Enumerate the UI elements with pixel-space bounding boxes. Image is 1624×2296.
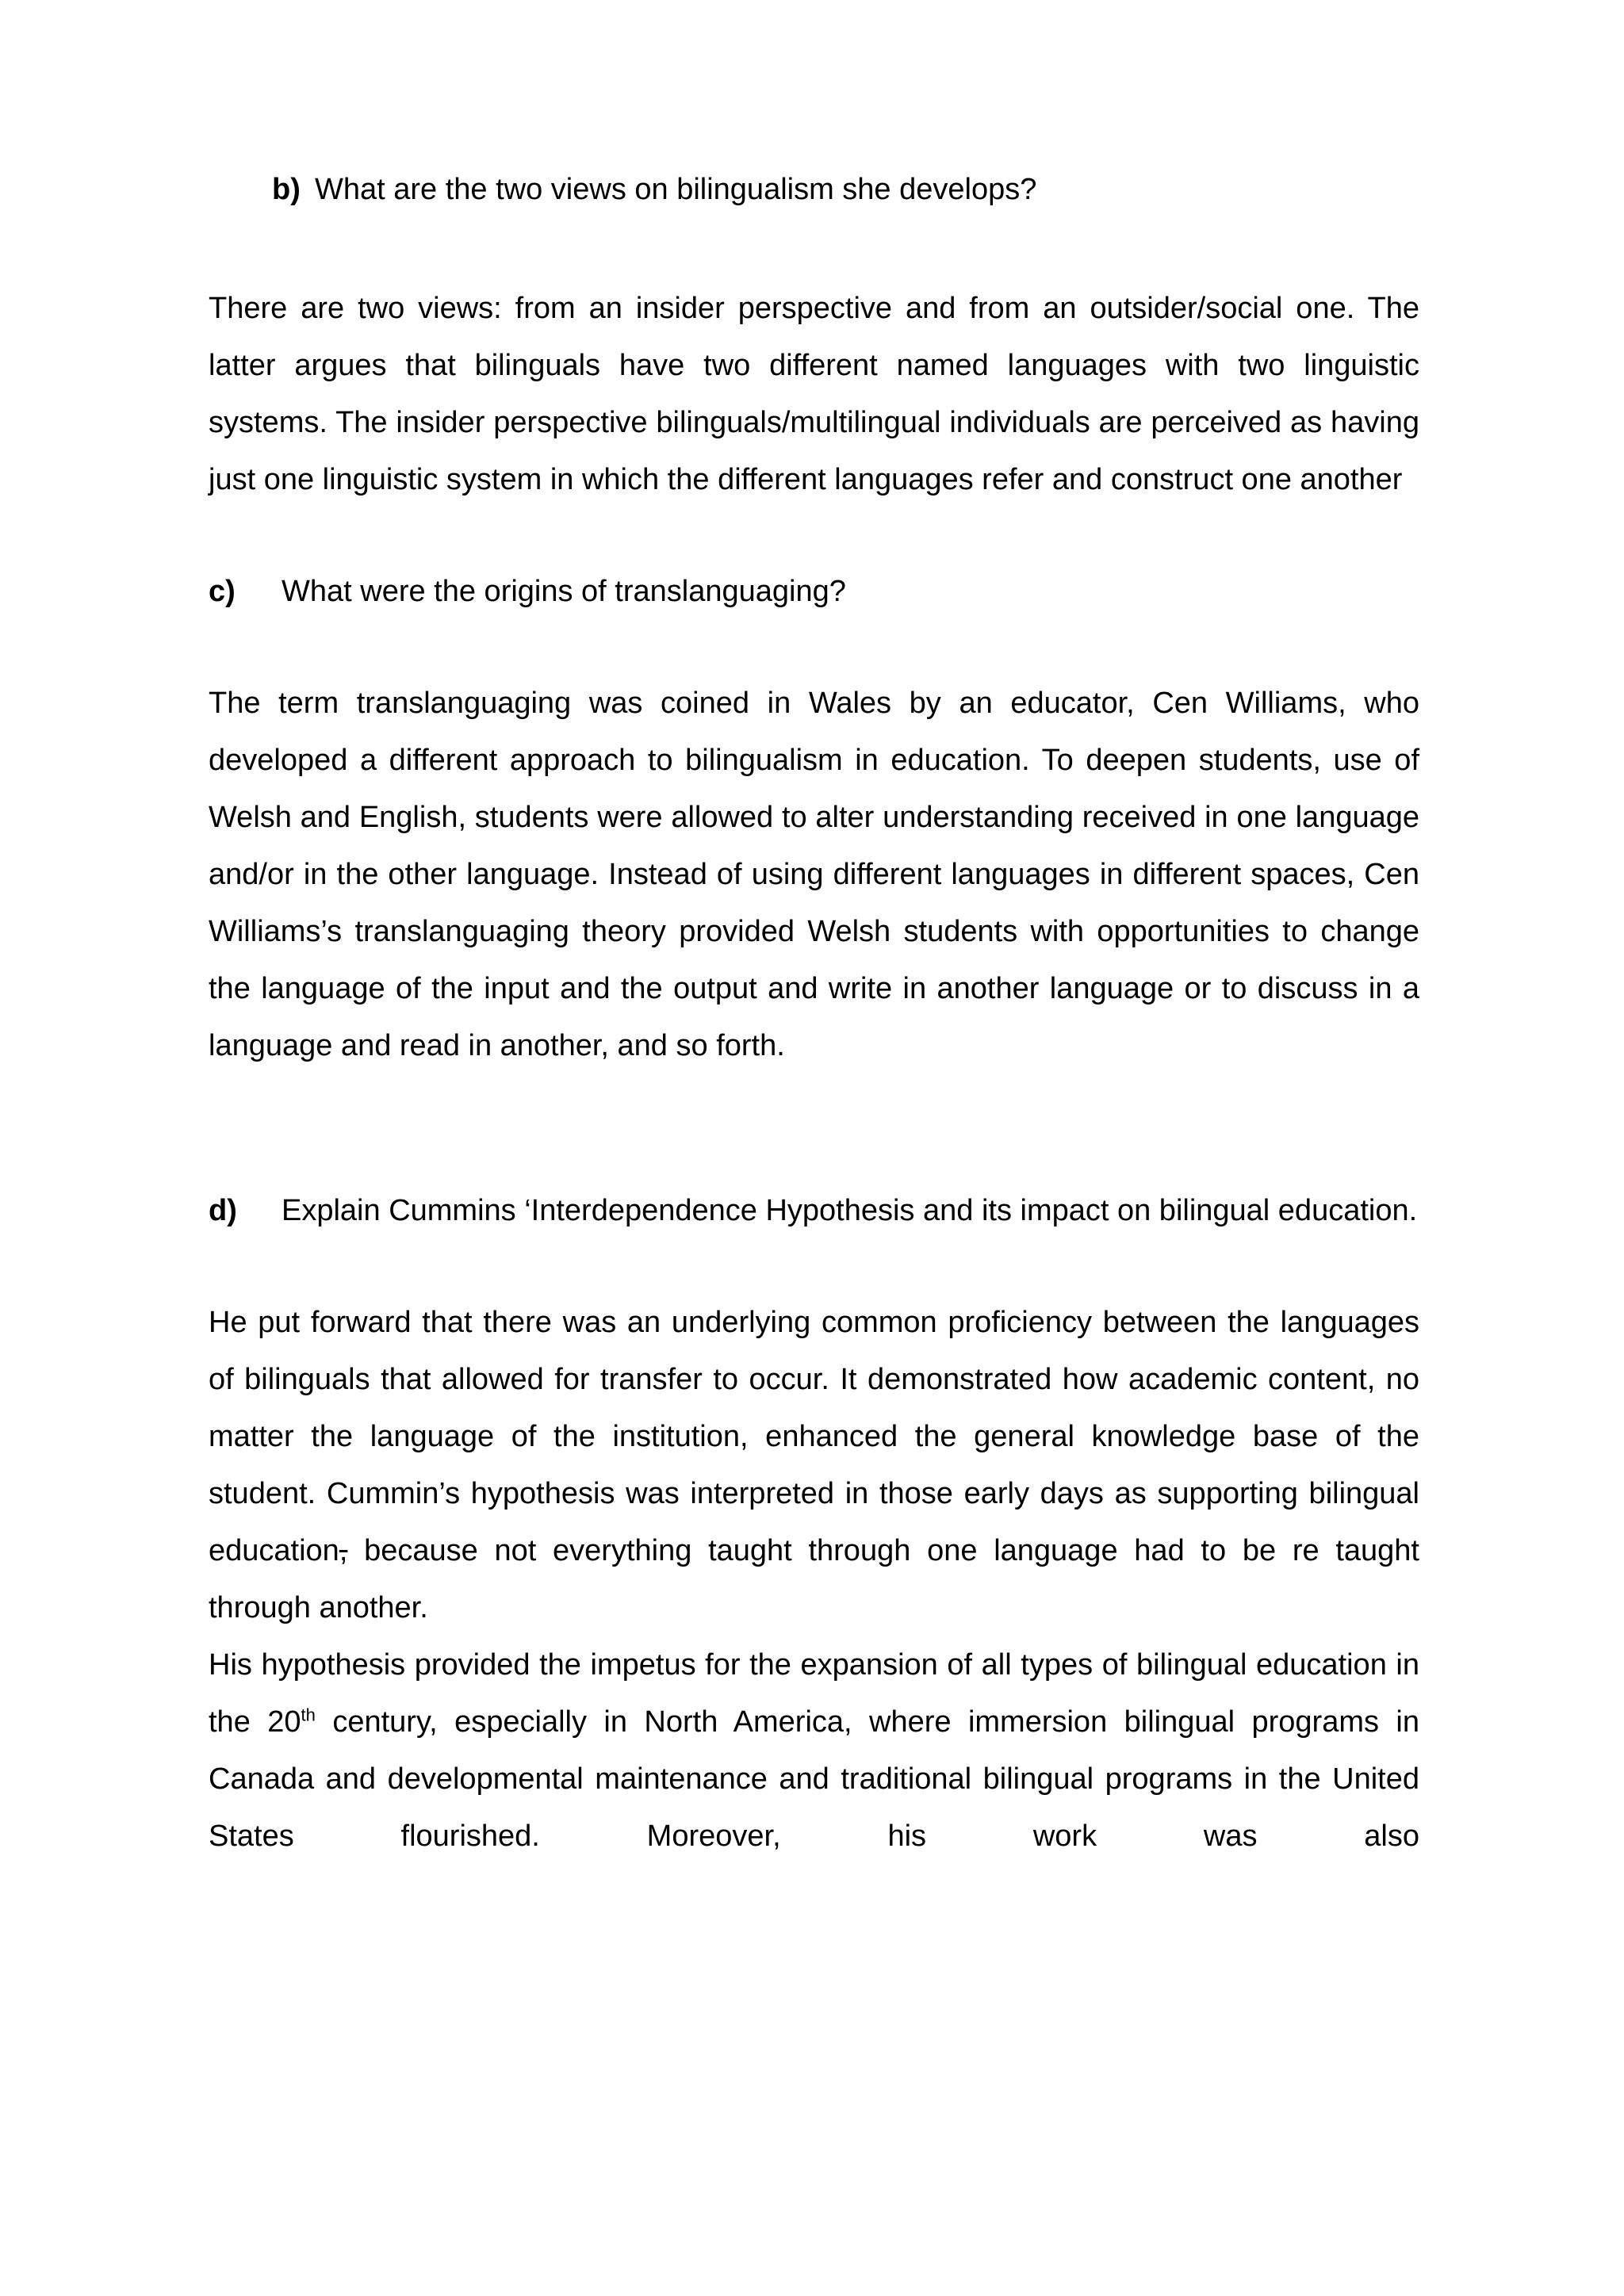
ordinal-superscript: th [301,1705,316,1725]
question-d-text: Explain Cummins ‘Interdependence Hypothesis and its impact on bilingual education. [282,1194,1418,1227]
answer-d1-text-before: He put forward that there was an underlying common proficiency between the languages of bilinguals that allowed for transfer to occur. It demonstrated how academic content, no matter the language of the institution, enhanced the general knowledge base of the student. Cummin’s hypothesis was interpreted in those early days as supporting bilingual education [209,1306,1419,1567]
answer-c-text: The term translanguaging was coined in Wales by an educator, Cen Williams, who developed a different approach to bilingualism in education. To deepen students, use of Welsh and English, students were allowed to alter understanding received in one language and/or in the other language. Instead of using different languages in different spaces, Cen Williams’s translanguaging theory provided Welsh students with opportunities to change the language of the input and the output and write in another language or to discuss in a language and read in another, and so forth. [209,687,1419,1062]
question-c [209,563,1419,620]
question-b-label: b) [272,173,301,206]
answer-d-paragraph-1 [209,1294,1419,1636]
strikethrough-comma: , [339,1534,348,1567]
answer-c-paragraph [209,675,1419,1074]
question-b [272,161,1419,218]
question-b-text: What are the two views on bilingualism she develops? [315,173,1037,206]
answer-d-paragraph-2 [209,1636,1419,1865]
answer-d1-text-after: because not everything taught through one language had to be re taught through another. [209,1534,1419,1624]
question-c-label: c) [209,575,236,608]
question-d [209,1182,1419,1239]
answer-b-text: There are two views: from an insider perspective and from an outsider/social one. The latter argues that bilinguals have two different named languages with two linguistic systems. The insider perspective bilinguals/multilingual individuals are perceived as having just one linguistic system in which the different languages refer and construct one another [209,292,1419,496]
answer-d2-text-before: His hypothesis provided the impetus for the expansion of all types of bilingual education in the 20 [209,1648,1419,1739]
question-d-label: d) [209,1194,237,1227]
answer-d2-text-after: century, especially in North America, where immersion bilingual programs in Canada and developmental maintenance and traditional bilingual programs in the United States flourished. Moreover, his work was also [209,1705,1419,1853]
answer-b-paragraph [209,280,1419,508]
question-c-text: What were the origins of translanguaging? [282,575,846,608]
